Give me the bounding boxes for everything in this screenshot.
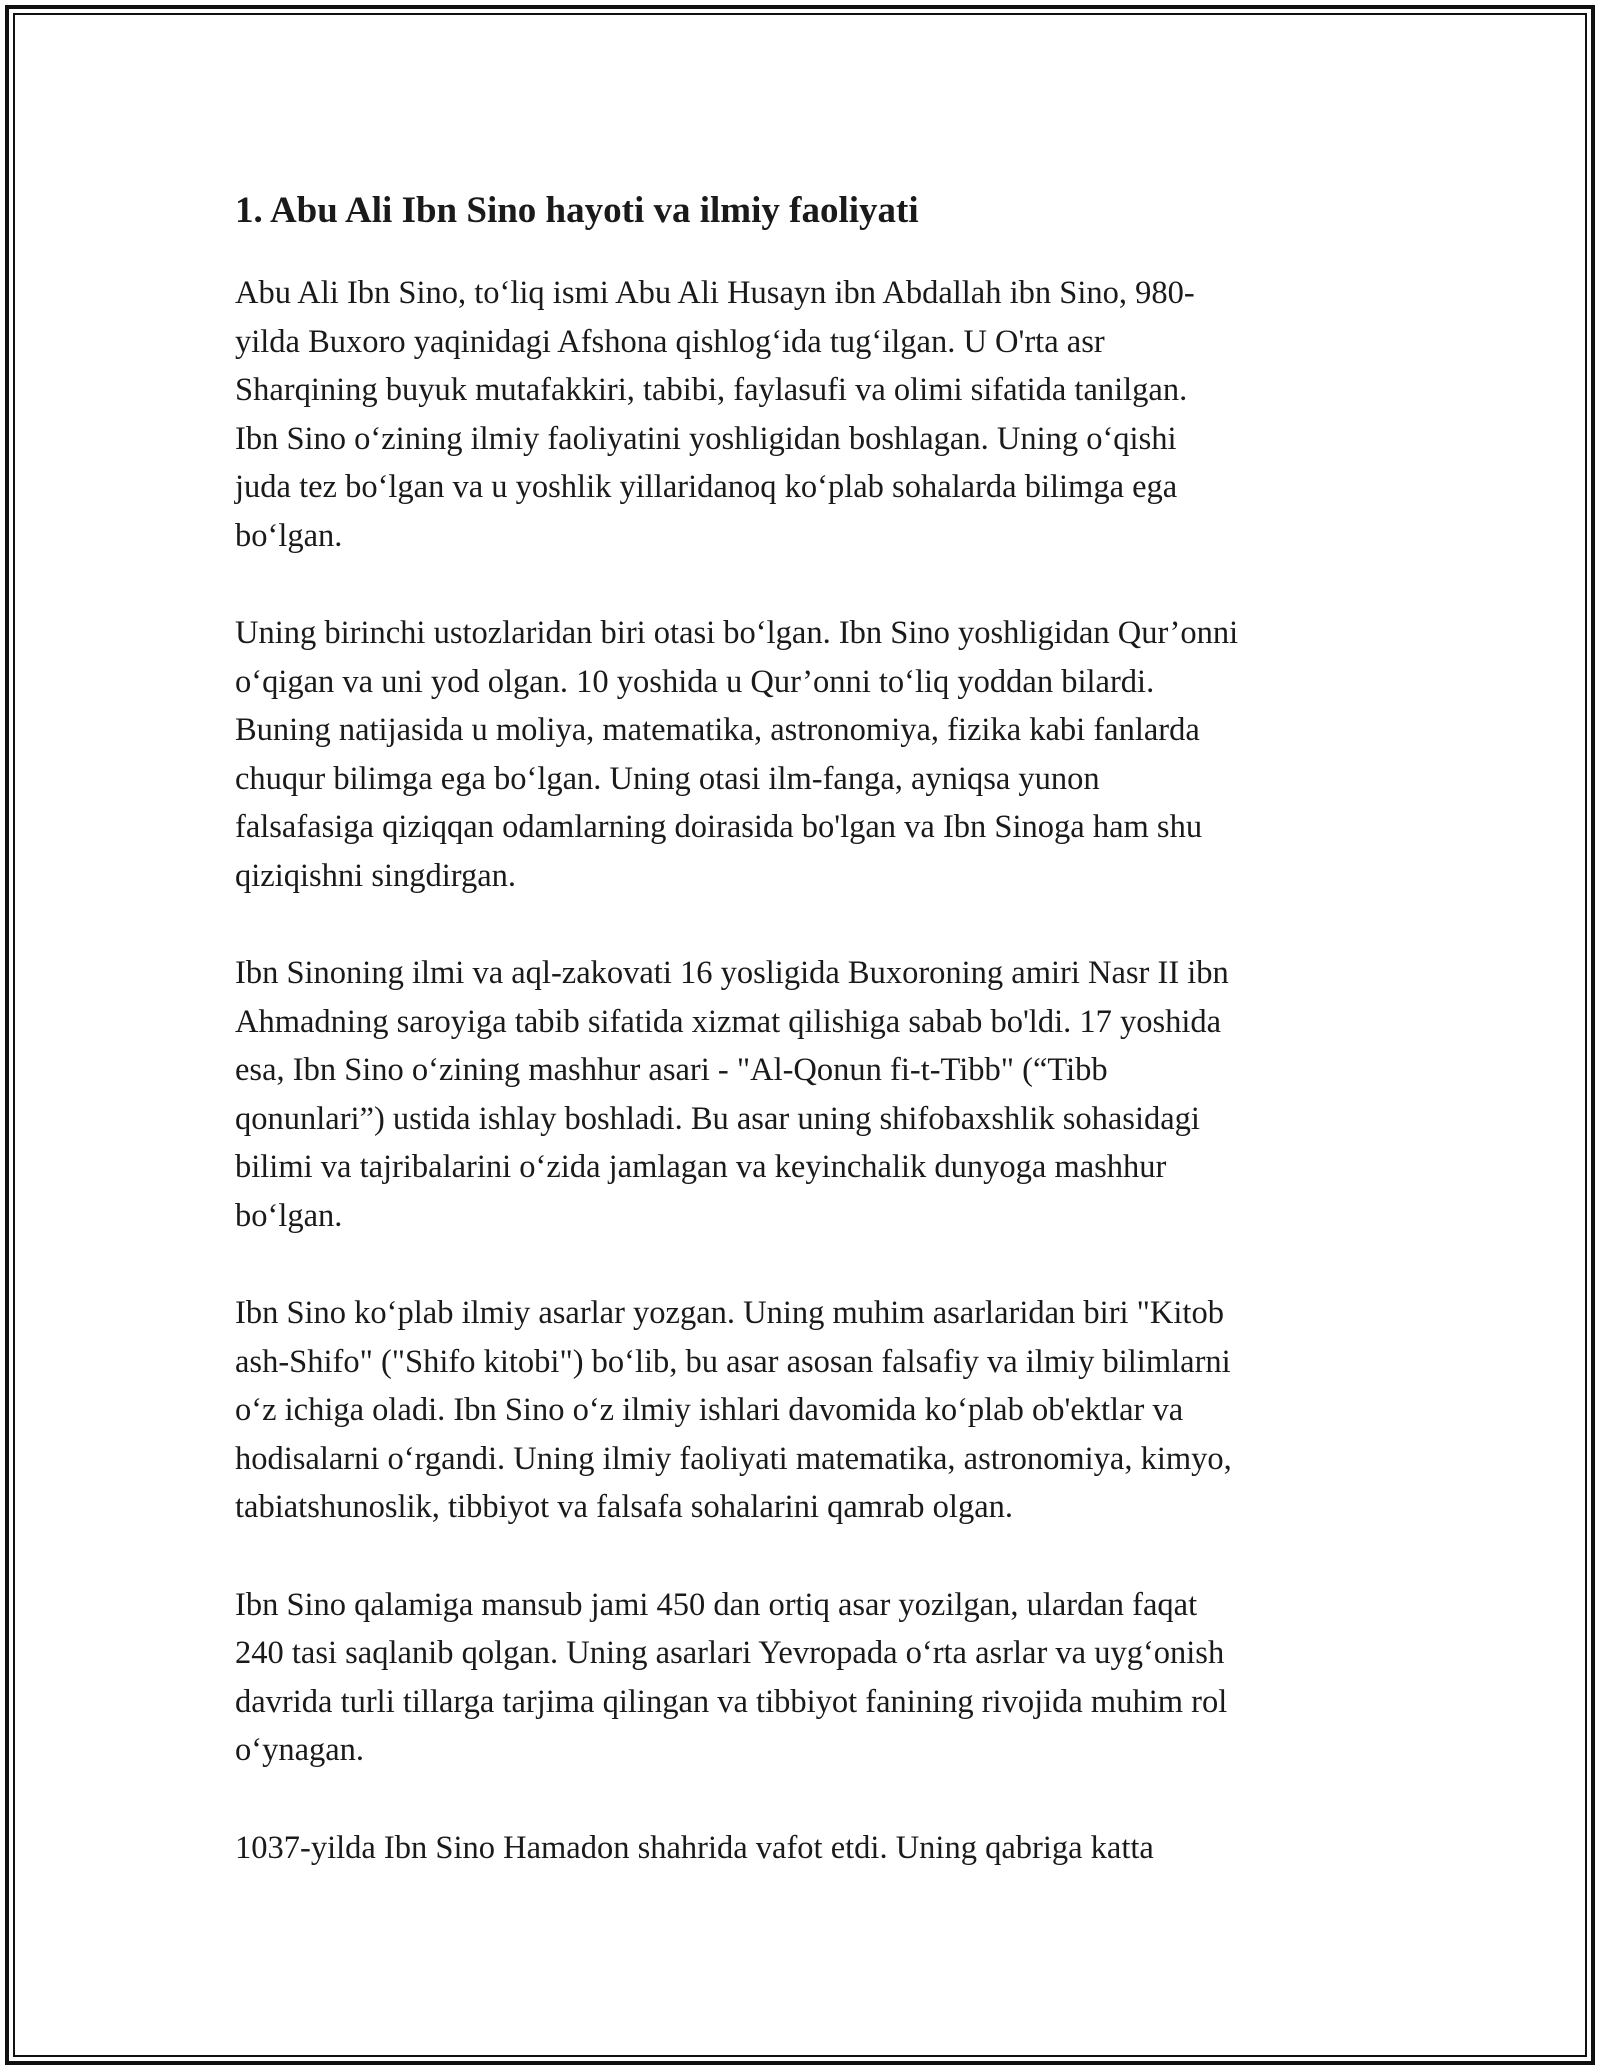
paragraph-5: Ibn Sino qalamiga mansub jami 450 dan ortiq asar yozilgan, ulardan faqat 240 tasi saqlanib qolgan. Uning asarlari Yevropada o‘rta asrlar va uyg‘onish davrida turli tillarga tarjima qilingan va tibbiyot fanining rivojida muhim rol o‘ynagan. — [235, 1586, 1228, 1768]
paragraph-4: Ibn Sino ko‘plab ilmiy asarlar yozgan. Uning muhim asarlaridan biri "Kitob ash-Shifo" ("Shifo kitobi") bo‘lib, bu asar asosan falsafiy va ilmiy bilimlarni o‘z ichiga oladi. Ibn Sino o‘z ilmiy ishlari davomida ko‘plab ob'ektlar va hodisalarni o‘rgandi. Uning ilmiy faoliyati matematika, astronomiya, kimyo, tabiatshunoslik, tibbiyot va falsafa sohalarini qamrab olgan. — [235, 1295, 1232, 1525]
section-heading: 1. Abu Ali Ibn Sino hayoti va ilmiy faoliyati — [235, 190, 919, 231]
paragraph-6: 1037-yilda Ibn Sino Hamadon shahrida vafot etdi. Uning qabriga katta — [235, 1829, 1154, 1866]
paragraph-3: Ibn Sinoning ilmi va aql-zakovati 16 yosligida Buxoroning amiri Nasr II ibn Ahmadning saroyiga tabib sifatida xizmat qilishiga sabab bo'ldi. 17 yoshida esa, Ibn Sino o‘zining mashhur asari - "Al-Qonun fi-t-Tibb" (“Tibb qonunlari”) ustida ishlay boshladi. Bu asar uning shifobaxshlik sohasidagi bilimi va tajribalarini o‘zida jamlagan va keyinchalik dunyoga mashhur bo‘lgan. — [235, 955, 1229, 1234]
paragraph-1: Abu Ali Ibn Sino, to‘liq ismi Abu Ali Husayn ibn Abdallah ibn Sino, 980- yilda Buxoro yaqinidagi Afshona qishlog‘ida tug‘ilgan. U O'rta asr Sharqining buyuk mutafakkiri, tabibi, faylasufi va olimi sifatida tanilgan. Ibn Sino o‘zining ilmiy faoliyatini yoshligidan boshlagan. Uning o‘qishi juda tez bo‘lgan va u yoshlik yillaridanoq ko‘plab sohalarda bilimga ega bo‘lgan. — [235, 275, 1195, 554]
document-body — [235, 185, 1375, 1921]
paragraph-2: Uning birinchi ustozlaridan biri otasi bo‘lgan. Ibn Sino yoshligidan Qur’onni o‘qigan va uni yod olgan. 10 yoshida u Qur’onni to‘liq yoddan bilardi. Buning natijasida u moliya, matematika, astronomiya, fizika kabi fanlarda chuqur bilimga ega bo‘lgan. Uning otasi ilm-fanga, ayniqsa yunon falsafasiga qiziqqan odamlarning doirasida bo'lgan va Ibn Sinoga ham shu qiziqishni singdirgan. — [235, 615, 1239, 894]
